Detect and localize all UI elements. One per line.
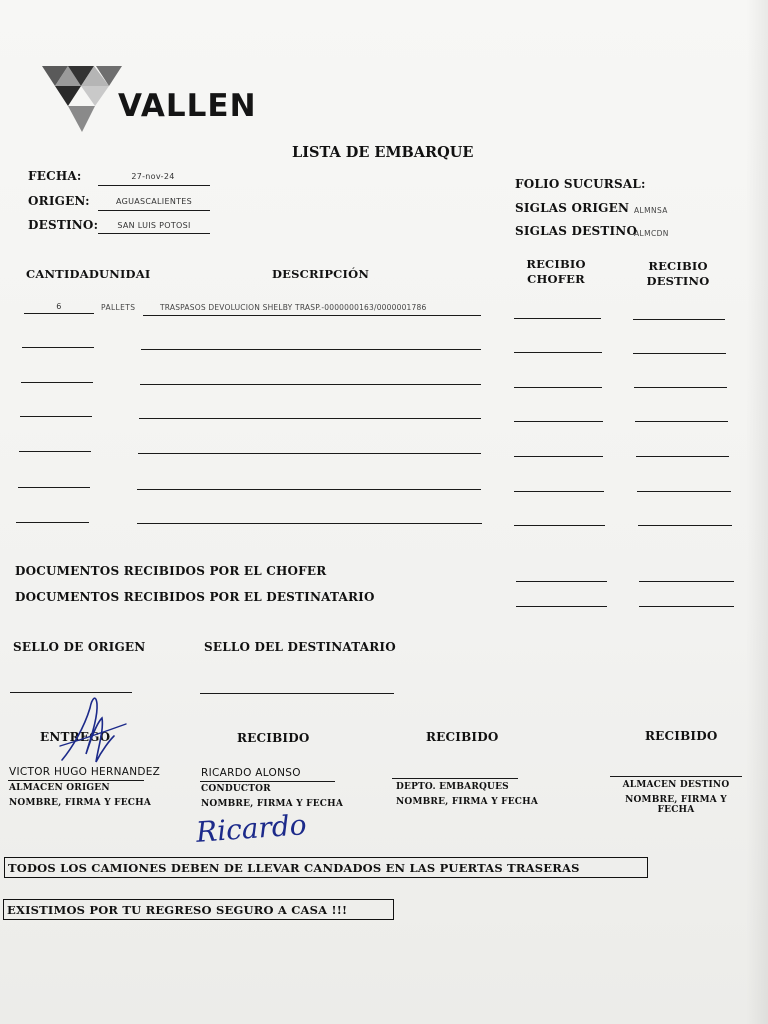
docs-destinatario-line-1 bbox=[516, 606, 607, 607]
header-descripcion: DESCRIPCIÓN bbox=[272, 267, 370, 281]
sig-4-note: NOMBRE, FIRMA Y FECHA bbox=[625, 795, 727, 815]
fecha-value: 27-nov-24 bbox=[131, 172, 175, 181]
sello-destinatario-line bbox=[200, 693, 394, 694]
fecha-label: FECHA: bbox=[28, 169, 82, 183]
sig-4-line bbox=[610, 776, 742, 777]
notice-regreso: EXISTIMOS POR TU REGRESO SEGURO A CASA !!! bbox=[7, 903, 348, 917]
sig-2-name: RICARDO ALONSO bbox=[201, 767, 301, 779]
sig-4-heading: RECIBIDO bbox=[645, 729, 718, 743]
notice-candados-box bbox=[4, 857, 648, 878]
destino-underline bbox=[98, 233, 210, 234]
docs-destinatario-label: DOCUMENTOS RECIBIDOS POR EL DESTINATARIO bbox=[15, 590, 375, 604]
header-recibio-destino: RECIBIO DESTINO bbox=[646, 259, 710, 288]
sig-2-handwriting: Ricardo bbox=[194, 808, 308, 849]
row-1-descripcion: TRASPASOS DEVOLUCION SHELBY TRASP.-0000000163/0000001786 bbox=[160, 303, 427, 312]
origen-label: ORIGEN: bbox=[28, 194, 90, 208]
brand-name: VALLEN bbox=[118, 88, 257, 124]
docs-chofer-label: DOCUMENTOS RECIBIDOS POR EL CHOFER bbox=[15, 564, 327, 578]
siglas-origen-label: SIGLAS ORIGEN bbox=[515, 201, 630, 215]
sig-3-role: DEPTO. EMBARQUES bbox=[396, 782, 509, 792]
sig-1-role: ALMACEN ORIGEN bbox=[9, 783, 110, 793]
paper-edge bbox=[746, 0, 768, 1024]
siglas-destino-label: SIGLAS DESTINO bbox=[515, 224, 638, 238]
sig-2-line bbox=[200, 781, 335, 782]
row-1-cantidad: 6 bbox=[56, 302, 62, 311]
sig-1-note: NOMBRE, FIRMA Y FECHA bbox=[9, 798, 152, 808]
sig-3-line bbox=[392, 778, 518, 779]
sig-1-name: VICTOR HUGO HERNANDEZ bbox=[9, 766, 161, 778]
notice-regreso-box bbox=[3, 899, 394, 920]
siglas-origen-value: ALMNSA bbox=[634, 206, 668, 215]
sig-2-heading: RECIBIDO bbox=[237, 731, 310, 745]
page-title: LISTA DE EMBARQUE bbox=[292, 144, 474, 161]
row-1-unidad: PALLETS bbox=[101, 303, 136, 312]
sello-origen-label: SELLO DE ORIGEN bbox=[13, 640, 146, 654]
header-recibio-chofer: RECIBIO CHOFER bbox=[526, 257, 586, 286]
notice-candados: TODOS LOS CAMIONES DEBEN DE LLEVAR CANDADOS EN LAS PUERTAS TRASERAS bbox=[8, 861, 580, 875]
sig-2-role: CONDUCTOR bbox=[201, 784, 271, 794]
docs-destinatario-line-2 bbox=[639, 606, 734, 607]
sig-3-note: NOMBRE, FIRMA Y FECHA bbox=[396, 797, 539, 807]
sig-2-note: NOMBRE, FIRMA Y FECHA bbox=[201, 799, 344, 809]
destino-label: DESTINO: bbox=[28, 218, 99, 232]
fecha-underline bbox=[98, 185, 210, 186]
docs-chofer-line-2 bbox=[639, 581, 734, 582]
origen-underline bbox=[98, 210, 210, 211]
header-unidad: UNIDAI bbox=[99, 267, 151, 281]
vallen-logo-icon bbox=[38, 60, 128, 136]
siglas-destino-value: ALMCDN bbox=[634, 229, 669, 238]
signature-1-scribble bbox=[52, 688, 132, 778]
sig-3-heading: RECIBIDO bbox=[426, 730, 499, 744]
origen-value: AGUASCALIENTES bbox=[115, 197, 193, 206]
folio-label: FOLIO SUCURSAL: bbox=[515, 177, 646, 191]
sig-1-heading: ENTREGO bbox=[40, 730, 111, 744]
docs-chofer-line-1 bbox=[516, 581, 607, 582]
sello-destinatario-label: SELLO DEL DESTINATARIO bbox=[204, 640, 396, 654]
sig-4-role: ALMACEN DESTINO bbox=[622, 780, 730, 790]
header-cantidad: CANTIDAD bbox=[26, 267, 99, 281]
sig-1-line bbox=[8, 780, 144, 781]
destino-value: SAN LUIS POTOSI bbox=[117, 221, 191, 230]
